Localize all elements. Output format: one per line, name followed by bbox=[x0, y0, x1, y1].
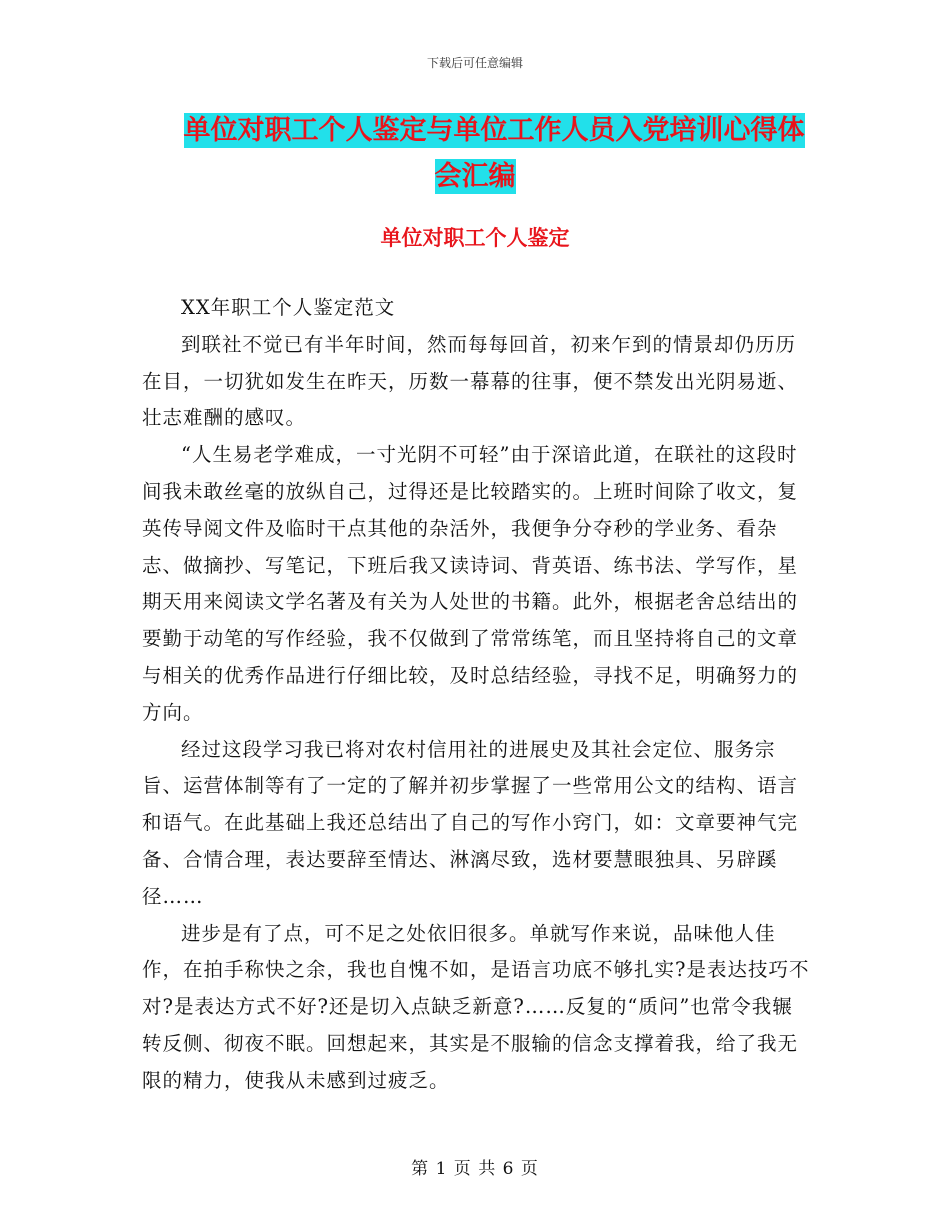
document-title bbox=[0, 108, 950, 200]
body-paragraph: 进步是有了点，可不足之处依旧很多。单就写作来说，品味他人佳作，在拍手称快之余，我也自愧不如，是语言功底不够扎实?是表达技巧不对?是表达方式不好?还是切入点缺乏新意?……反复的“质问”也常令我辗转反侧、彻夜不眠。回想起来，其实是不服输的信念支撑着我，给了我无限的精力，使我从未感到过疲乏。 bbox=[142, 921, 810, 1092]
subtitle-paragraph: XX年职工个人鉴定范文 bbox=[181, 296, 396, 319]
body-paragraph: 到联社不觉已有半年时间，然而每每回首，初来乍到的情景却仍历历在目，一切犹如发生在昨天，历数一幕幕的往事，便不禁发出光阴易逝、壮志难酬的感叹。 bbox=[142, 332, 799, 430]
page-footer: 第 1 页 共 6 页 bbox=[411, 1159, 539, 1179]
document-body bbox=[142, 290, 810, 1100]
document-title-line-2: 会汇编 bbox=[434, 161, 516, 192]
body-paragraph: 经过这段学习我已将对农村信用社的进展史及其社会定位、服务宗旨、运营体制等有了一定的了解并初步掌握了一些常用公文的结构、语言和语气。在此基础上我还总结出了自己的写作小窍门，如：文章要神气完备、合情合理，表达要辞至情达、淋漓尽致，选材要慧眼独具、另辟蹊径…… bbox=[142, 737, 799, 908]
header-note: 下载后可任意编辑 bbox=[426, 56, 523, 70]
body-paragraph: “人生易老学难成，一寸光阴不可轻”由于深谙此道，在联社的这段时间我未敢丝毫的放纵自己，过得还是比较踏实的。上班时间除了收文，复英传导阅文件及临时干点其他的杂活外，我便争分夺秒的学业务、看杂志、做摘抄、写笔记，下班后我又读诗词、背英语、练书法、学写作，星期天用来阅读文学名著及有关为人处世的书籍。此外，根据老舍总结出的要勤于动笔的写作经验，我不仅做到了常常练笔，而且坚持将自己的文章与相关的优秀作品进行仔细比较，及时总结经验，寻找不足，明确努力的方向。 bbox=[142, 443, 799, 724]
section-title: 单位对职工个人鉴定 bbox=[380, 226, 570, 250]
document-title-line-1: 单位对职工个人鉴定与单位工作人员入党培训心得体 bbox=[183, 115, 805, 146]
